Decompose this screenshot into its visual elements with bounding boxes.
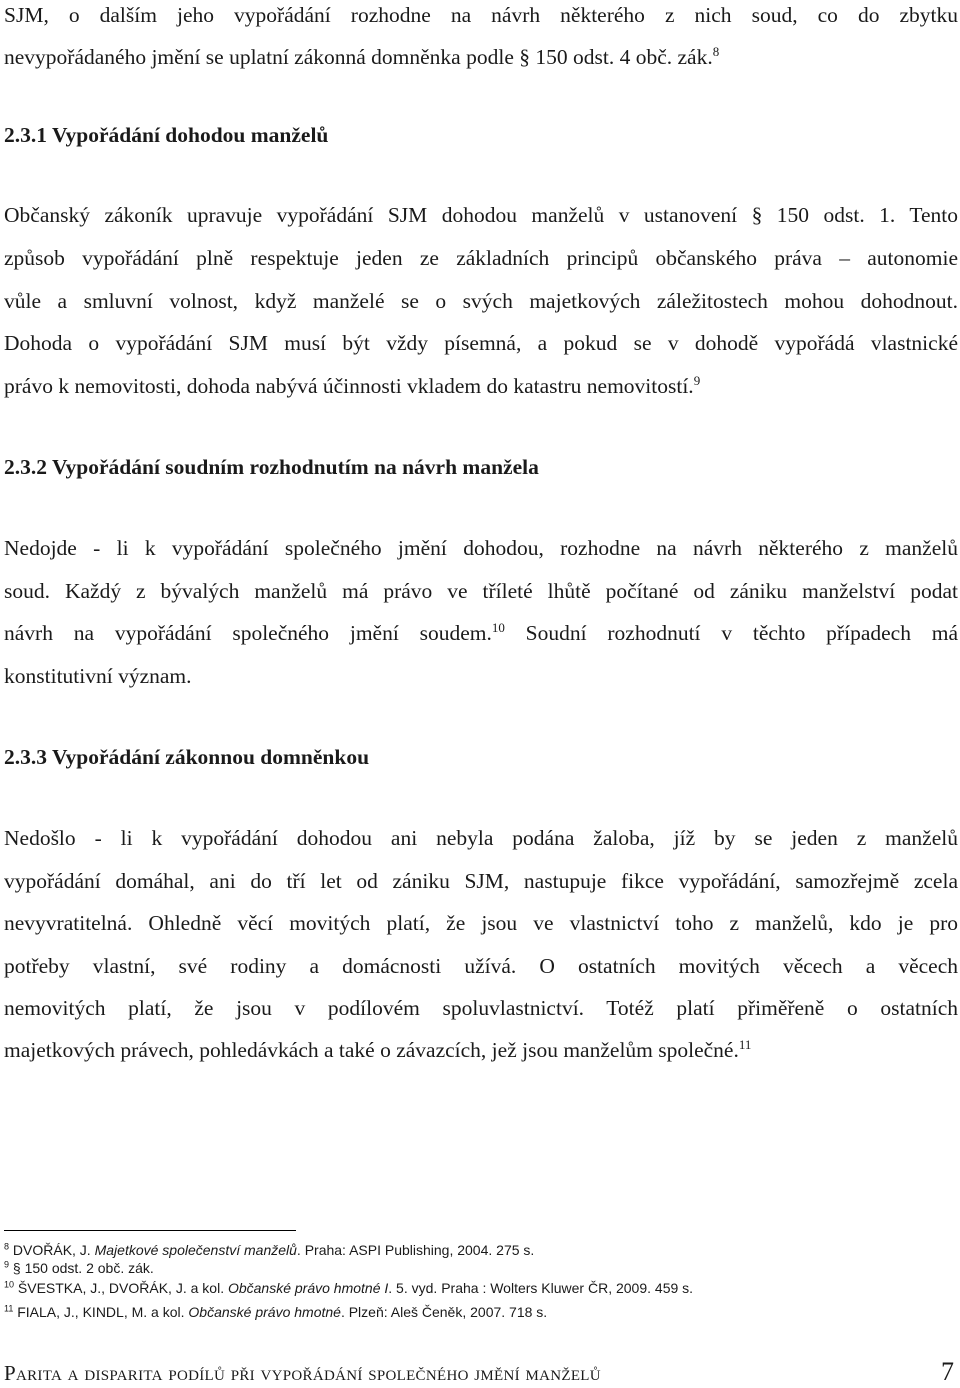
text-line: návrh na vypořádání společného jmění soudem.$^{10}$ Soudní rozhodnutí v těchto případech má (4, 619, 959, 645)
text-line: potřeby vlastní, své rodiny a domácnosti užívá. O ostatních movitých věcech a věcech (4, 954, 958, 978)
text-line: nevypořádaného jmění se uplatní zákonná domněnka podle § 150 odst. 4 obč. zák.$^8$ (4, 43, 720, 69)
footnote-ref[interactable]: 11 (738, 1036, 752, 1052)
text-line: nemovitých platí, že jsou v podílovém spoluvlastnictví. Totéž platí přiměřeně o ostatních (4, 996, 958, 1020)
text-line: Občanský zákoník upravuje vypořádání SJM dohodou manželů v ustanovení § 150 odst. 1. Tento (4, 203, 959, 227)
text-line: vůle a smluvní volnost, když manželé se o svých majetkových záležitostech mohou dohodnout. (4, 289, 958, 313)
footnote-11: $^{11}$ FIALA, J., KINDL, M. a kol. Občanské právo hmotné. Plzeň: Aleš Čeněk, 2007. 718 s. (4, 1303, 548, 1320)
footnote-9: $^9$ § 150 odst. 2 obč. zák. (4, 1259, 154, 1276)
section-heading: 2.3.1 Vypořádání dohodou manželů (4, 123, 329, 147)
footnote-8: $^8$ DVOŘÁK, J. Majetkové společenství manželů. Praha: ASPI Publishing, 2004. 275 s. (4, 1241, 535, 1258)
page-number: 7 (941, 1357, 954, 1386)
text-line: Dohoda o vypořádání SJM musí být vždy písemná, a pokud se v dohodě vypořádá vlastnické (4, 331, 958, 355)
text-line: nevyvratitelná. Ohledně věcí movitých platí, že jsou ve vlastnictví toho z manželů, kdo je pro (4, 911, 958, 935)
footnote-ref[interactable]: 9 (693, 372, 701, 388)
section-heading: 2.3.2 Vypořádání soudním rozhodnutím na návrh manžela (4, 455, 539, 479)
text-line: konstitutivní význam. (4, 664, 192, 688)
section-sign: § (751, 203, 763, 227)
text-line: Nedošlo - li k vypořádání dohodou ani nebyla podána žaloba, jíž by se jeden z manželů (4, 826, 958, 850)
text-line: soud. Každý z bývalých manželů má právo ve tříleté lhůtě počítané od zániku manželství podat (4, 579, 958, 603)
footnote-10: $^{10}$ ŠVESTKA, J., DVOŘÁK, J. a kol. Občanské právo hmotné I. 5. vyd. Praha : Wolters Kluwer ČR, 2009. 459 s. (4, 1279, 694, 1296)
text-line: Nedojde - li k vypořádání společného jmění dohodou, rozhodne na návrh některého z manželů (4, 536, 958, 560)
section-heading: 2.3.3 Vypořádání zákonnou domněnkou (4, 745, 370, 769)
section-sign: § (519, 45, 530, 69)
footnote-ref[interactable]: 10 (491, 619, 505, 635)
text-line: právo k nemovitosti, dohoda nabývá účinnosti vkladem do katastru nemovitostí.$^9$ (4, 372, 701, 398)
footnote-divider (4, 1230, 296, 1231)
running-footer-title: Parita a disparita podílů při vypořádání společného jmění manželů (4, 1361, 601, 1385)
text-line: majetkových právech, pohledávkách a také o závazcích, jež jsou manželům společné.$^{11}$ (4, 1036, 752, 1062)
text-line: způsob vypořádání plně respektuje jeden ze základních principů občanského práva – autonomie (4, 246, 958, 270)
text-line: vypořádání domáhal, ani do tří let od zániku SJM, nastupuje fikce vypořádání, samozřejmě zcela (4, 869, 958, 893)
text-line: SJM, o dalším jeho vypořádání rozhodne na návrh některého z nich soud, co do zbytku (4, 3, 958, 27)
footnote-ref[interactable]: 8 (712, 43, 720, 59)
